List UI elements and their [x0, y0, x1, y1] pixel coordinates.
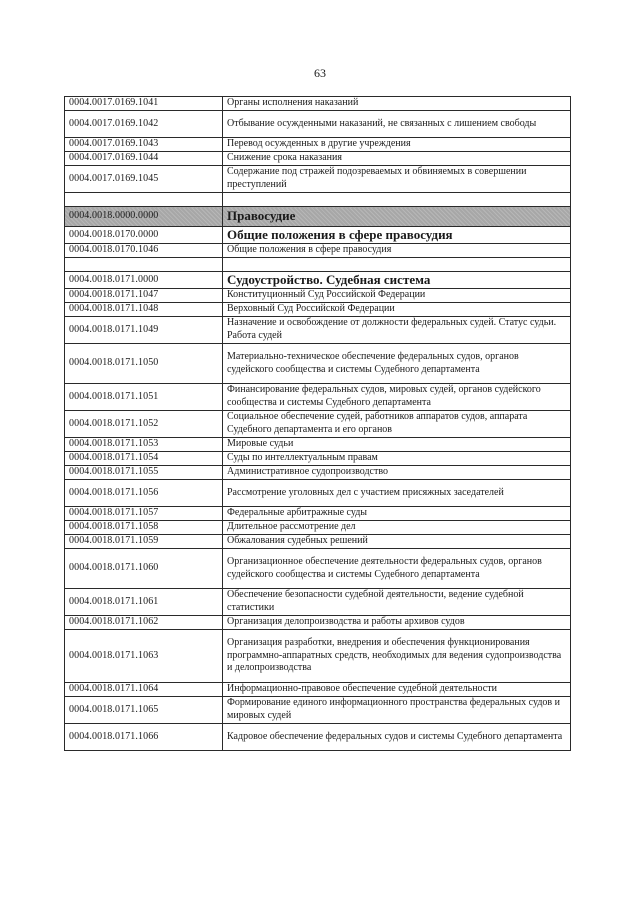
- classifier-code: 0004.0018.0171.1065: [65, 697, 223, 724]
- classifier-code: 0004.0018.0171.1052: [65, 411, 223, 438]
- classifier-name: Органы исполнения наказаний: [223, 97, 571, 111]
- blank-row: [65, 258, 571, 272]
- table-row: [65, 535, 571, 549]
- classifier-code: 0004.0018.0171.1060: [65, 549, 223, 589]
- classifier-code: 0004.0018.0171.1066: [65, 724, 223, 751]
- classifier-name: Мировые судьи: [223, 438, 571, 452]
- table-row: [65, 589, 571, 616]
- classifier-name: Снижение срока наказания: [223, 152, 571, 166]
- table-row: [65, 452, 571, 466]
- blank-row: [65, 193, 571, 207]
- classifier-code: 0004.0017.0169.1041: [65, 97, 223, 111]
- classifier-name: Обеспечение безопасности судебной деятельности, ведение судебной статистики: [223, 589, 571, 616]
- classifier-code: 0004.0018.0171.1050: [65, 344, 223, 384]
- classifier-name: Длительное рассмотрение дел: [223, 521, 571, 535]
- classifier-code: 0004.0018.0171.1051: [65, 384, 223, 411]
- table-row: [65, 317, 571, 344]
- subsection-row: [65, 272, 571, 289]
- classifier-code: 0004.0018.0171.1056: [65, 480, 223, 507]
- classifier-name: Обжалования судебных решений: [223, 535, 571, 549]
- classifier-name: Конституционный Суд Российской Федерации: [223, 289, 571, 303]
- classifier-name: [223, 193, 571, 207]
- classifier-code: 0004.0018.0171.1054: [65, 452, 223, 466]
- classifier-name: Организационное обеспечение деятельности федеральных судов, органов судейского сообщества и системы Судебного департамента: [223, 549, 571, 589]
- page-number: 63: [314, 66, 326, 80]
- classifier-code: 0004.0017.0169.1043: [65, 138, 223, 152]
- classifier-name: Организация разработки, внедрения и обеспечения функционирования программно-аппаратных средств, необходимых для ведения судопроизводства и делопроизводства: [223, 630, 571, 683]
- classifier-name: Административное судопроизводство: [223, 466, 571, 480]
- classifier-code: [65, 258, 223, 272]
- classifier-code: 0004.0018.0171.0000: [65, 272, 223, 289]
- table-row: [65, 697, 571, 724]
- classifier-code: 0004.0017.0169.1045: [65, 166, 223, 193]
- classifier-name: [223, 258, 571, 272]
- classifier-name: Финансирование федеральных судов, мировых судей, органов судейского сообщества и системы Судебного департамента: [223, 384, 571, 411]
- classifier-name: Организация делопроизводства и работы архивов судов: [223, 616, 571, 630]
- classifier-code: 0004.0018.0171.1064: [65, 683, 223, 697]
- classifier-name: Суды по интеллектуальным правам: [223, 452, 571, 466]
- table-row: [65, 344, 571, 384]
- classifier-code: 0004.0018.0171.1062: [65, 616, 223, 630]
- classifier-code: 0004.0018.0170.1046: [65, 244, 223, 258]
- table-row: [65, 303, 571, 317]
- classifier-name: Верховный Суд Российской Федерации: [223, 303, 571, 317]
- classifier-name: Кадровое обеспечение федеральных судов и системы Судебного департамента: [223, 724, 571, 751]
- classifier-name: Материально-техническое обеспечение федеральных судов, органов судейского сообщества и системы Судебного департамента: [223, 344, 571, 384]
- classifier-name: Судоустройство. Судебная система: [223, 272, 571, 289]
- table-row: [65, 521, 571, 535]
- table-row: [65, 683, 571, 697]
- classifier-name: Отбывание осужденными наказаний, не связанных с лишением свободы: [223, 111, 571, 138]
- classifier-table: [64, 96, 571, 751]
- table-row: [65, 549, 571, 589]
- table-row: [65, 616, 571, 630]
- classifier-code: 0004.0018.0000.0000: [65, 207, 223, 227]
- classifier-name: Федеральные арбитражные суды: [223, 507, 571, 521]
- classifier-code: 0004.0018.0171.1058: [65, 521, 223, 535]
- classifier-code: 0004.0018.0171.1061: [65, 589, 223, 616]
- table-row: [65, 411, 571, 438]
- classifier-name: Содержание под стражей подозреваемых и обвиняемых в совершении преступлений: [223, 166, 571, 193]
- classifier-code: 0004.0017.0169.1042: [65, 111, 223, 138]
- table-row: [65, 244, 571, 258]
- classifier-code: 0004.0018.0171.1047: [65, 289, 223, 303]
- classifier-name: Общие положения в сфере правосудия: [223, 244, 571, 258]
- table-row: [65, 630, 571, 683]
- table-row: [65, 480, 571, 507]
- classifier-name: Информационно-правовое обеспечение судебной деятельности: [223, 683, 571, 697]
- table-row: [65, 289, 571, 303]
- table-row: [65, 111, 571, 138]
- classifier-code: 0004.0018.0171.1049: [65, 317, 223, 344]
- classifier-code: 0004.0018.0171.1059: [65, 535, 223, 549]
- table-row: [65, 507, 571, 521]
- classifier-name: Перевод осужденных в другие учреждения: [223, 138, 571, 152]
- section-row: [65, 207, 571, 227]
- table-row: [65, 466, 571, 480]
- classifier-code: 0004.0018.0171.1053: [65, 438, 223, 452]
- table-row: [65, 384, 571, 411]
- classifier-name: Формирование единого информационного пространства федеральных судов и мировых судей: [223, 697, 571, 724]
- classifier-code: 0004.0017.0169.1044: [65, 152, 223, 166]
- table-row: [65, 152, 571, 166]
- table-row: [65, 438, 571, 452]
- classifier-name: Социальное обеспечение судей, работников аппаратов судов, аппарата Судебного департамента и его органов: [223, 411, 571, 438]
- table-row: [65, 166, 571, 193]
- subsection-row: [65, 227, 571, 244]
- classifier-code: 0004.0018.0171.1057: [65, 507, 223, 521]
- table-row: [65, 724, 571, 751]
- table-row: [65, 138, 571, 152]
- classifier-name: Правосудие: [223, 207, 571, 227]
- classifier-code: [65, 193, 223, 207]
- classifier-code: 0004.0018.0171.1048: [65, 303, 223, 317]
- classifier-name: Назначение и освобождение от должности федеральных судей. Статус судьи. Работа судей: [223, 317, 571, 344]
- classifier-name: Общие положения в сфере правосудия: [223, 227, 571, 244]
- classifier-code: 0004.0018.0170.0000: [65, 227, 223, 244]
- table-row: [65, 97, 571, 111]
- classifier-name: Рассмотрение уголовных дел с участием присяжных заседателей: [223, 480, 571, 507]
- classifier-code: 0004.0018.0171.1063: [65, 630, 223, 683]
- classifier-code: 0004.0018.0171.1055: [65, 466, 223, 480]
